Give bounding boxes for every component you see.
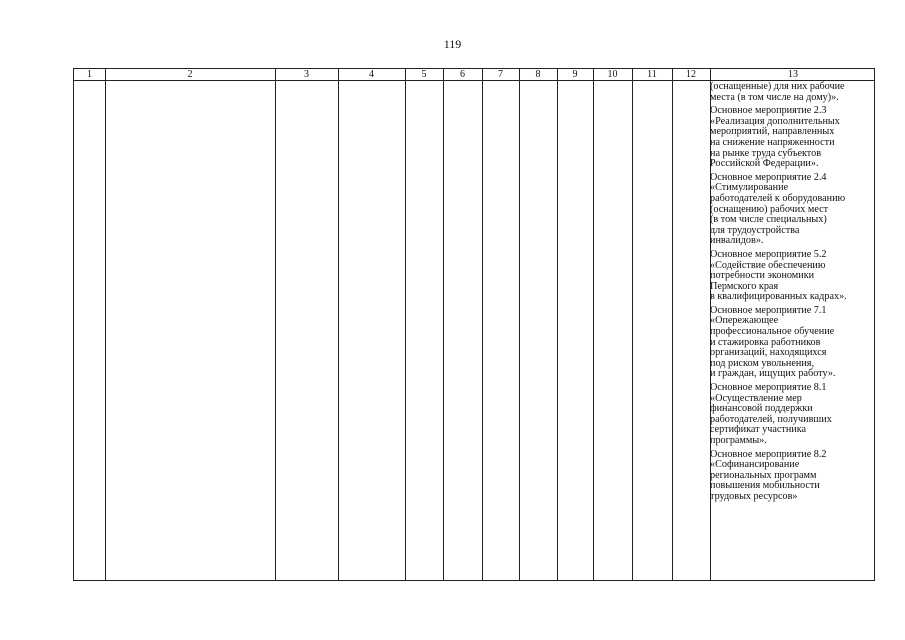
column-header-5: 5: [421, 69, 427, 80]
measure-text-line: Основное мероприятие 8.2: [710, 448, 827, 460]
measure-text-line: «Реализация дополнительных: [710, 115, 840, 127]
column-header-3: 3: [304, 69, 309, 80]
column-divider: [593, 69, 594, 580]
measure-text-line: работодателей к оборудованию: [710, 192, 846, 204]
column-divider: [519, 69, 520, 580]
measure-text-line: Основное мероприятие 2.3: [710, 105, 827, 117]
table-header-row: [74, 69, 874, 81]
measure-text-line: (оснащению) рабочих мест: [710, 203, 829, 215]
column-header-8: 8: [535, 69, 541, 80]
column-divider: [405, 69, 406, 580]
data-table: [73, 68, 875, 581]
measure-text-line: повышения мобильности: [710, 480, 820, 492]
measure-text-line: Пермского края: [710, 280, 779, 292]
measure-text-line: региональных программ: [710, 469, 817, 481]
measure-text-line: (в том числе специальных): [710, 214, 827, 226]
measure-entry: [710, 106, 875, 170]
measure-text-line: «Опережающее: [710, 315, 779, 327]
column-divider: [275, 69, 276, 580]
measure-text-line: инвалидов».: [710, 235, 764, 247]
measure-text-line: Основное мероприятие 5.2: [710, 248, 827, 260]
column-header-4: 4: [369, 69, 374, 80]
measure-text-line: «Стимулирование: [710, 182, 789, 194]
measure-entry: [710, 250, 875, 303]
measure-text-line: и граждан, ищущих работу».: [710, 368, 836, 380]
measure-text-line: (оснащенные) для них рабочие: [710, 81, 845, 92]
measure-text-line: места (в том числе на дому)».: [710, 91, 839, 103]
column-header-9: 9: [572, 69, 578, 80]
column-divider: [443, 69, 444, 580]
page-number: 119: [443, 37, 462, 51]
measure-text-line: работодателей, получивших: [710, 413, 832, 425]
column-header-2: 2: [187, 69, 193, 80]
measure-text-line: Основное мероприятие 8.1: [710, 382, 827, 394]
measure-text-line: «Содействие обеспечению: [710, 259, 826, 271]
column-header-7: 7: [498, 69, 503, 80]
measure-text-line: сертификат участника: [710, 424, 807, 436]
measure-text-line: «Осуществление мер: [710, 392, 802, 404]
measure-text-line: финансовой поддержки: [710, 403, 813, 415]
measure-text-line: в квалифицированных кадрах».: [710, 291, 847, 303]
measure-text-line: и стажировка работников: [710, 336, 821, 348]
measure-text-line: организаций, находящихся: [710, 347, 827, 359]
measure-text-line: Основное мероприятие 2.4: [710, 171, 827, 183]
measure-text-line: Основное мероприятие 7.1: [710, 304, 827, 316]
measure-entry: [710, 82, 875, 103]
column-divider: [338, 69, 339, 580]
column-header-6: 6: [460, 69, 465, 80]
column-header-10: 10: [607, 69, 618, 80]
measure-text-line: потребности экономики: [710, 270, 815, 282]
measure-text-line: трудовых ресурсов»: [710, 490, 798, 502]
measure-text-line: профессиональное обучение: [710, 326, 835, 338]
measure-entry: [710, 173, 875, 247]
measure-text-line: на рынке труда субъектов: [710, 147, 822, 159]
column-header-11: 11: [647, 69, 657, 80]
column-header-13: 13: [788, 69, 798, 80]
measure-text-line: программы».: [710, 435, 767, 446]
measure-text-line: на снижение напряженности: [710, 136, 835, 148]
column-header-12: 12: [686, 69, 696, 80]
measure-entry: [710, 450, 875, 503]
column-divider: [482, 69, 483, 580]
column-header-1: 1: [87, 69, 92, 80]
measure-text-line: под риском увольнения,: [710, 357, 815, 369]
column-divider: [632, 69, 633, 580]
column-divider: [105, 69, 106, 580]
column-divider: [672, 69, 673, 580]
measure-text-line: Российской Федерации».: [710, 158, 819, 170]
column-13-content: [710, 82, 875, 503]
measure-text-line: «Софинансирование: [710, 459, 800, 471]
measure-entry: [710, 383, 875, 447]
measure-entry: [710, 306, 875, 380]
column-divider: [557, 69, 558, 580]
measure-text-line: для трудоустройства: [710, 224, 800, 236]
measure-text-line: мероприятий, направленных: [710, 126, 835, 138]
